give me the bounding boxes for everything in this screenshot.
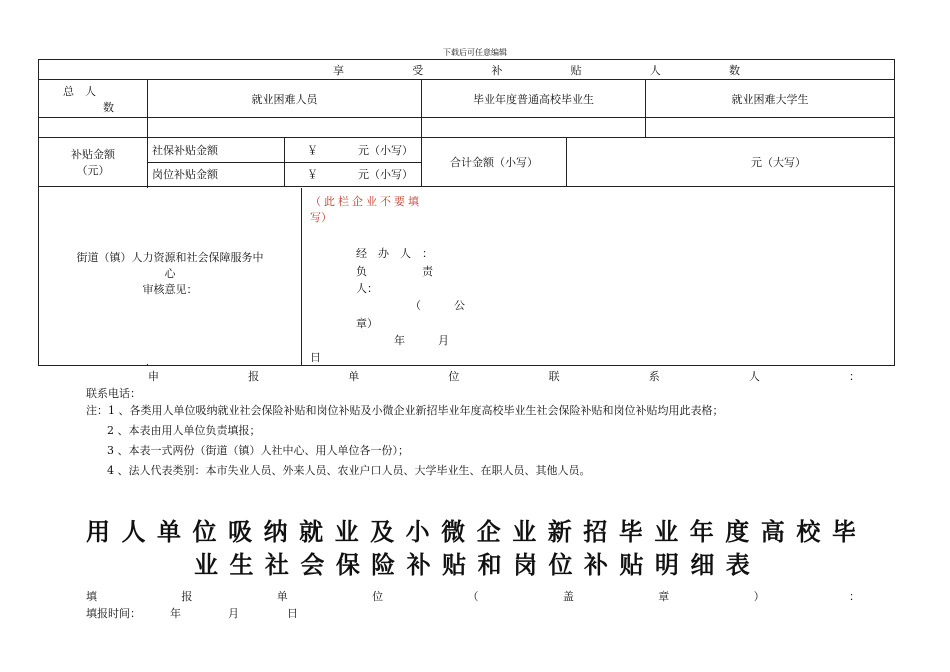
applicant-char-3: 位 — [448, 370, 460, 383]
header-char-2: 补 — [491, 63, 503, 77]
title1-char-19: 高 — [760, 517, 785, 546]
title2-char-9: 岗 — [513, 550, 538, 579]
note-2: 2 、本表由用人单位负责填报； — [107, 424, 261, 437]
post-amount-field[interactable]: ￥ 元（小写） — [285, 162, 422, 186]
applicant-char-4: 联 — [548, 370, 560, 383]
title2-char-8: 和 — [477, 550, 502, 579]
title2-char-13: 明 — [654, 550, 679, 579]
title1-char-11: 企 — [476, 517, 501, 546]
top-note: 下载后可任意编辑 — [443, 48, 507, 57]
title2-char-3: 会 — [300, 550, 325, 579]
subsidy-detail-cell — [148, 138, 422, 187]
header-row — [39, 60, 895, 80]
notes-block — [86, 401, 886, 481]
title2-char-1: 生 — [229, 550, 254, 579]
value-cell-3[interactable] — [646, 118, 895, 138]
fillunit-char-2: 单 — [276, 590, 288, 603]
title1-char-9: 小 — [405, 517, 430, 546]
title1-char-16: 业 — [654, 517, 679, 546]
header-char-4: 人 — [649, 63, 661, 77]
value-cell-2[interactable] — [422, 118, 646, 138]
applicant-char-5: 系 — [648, 370, 660, 383]
title2-char-5: 险 — [371, 550, 396, 579]
social-amount-field[interactable]: ￥ 元（小写） — [285, 138, 422, 162]
title2-char-2: 社 — [264, 550, 289, 579]
subsidy-label-cell: 补贴金额 （元） — [39, 138, 148, 187]
fillunit-char-4: （ — [467, 590, 479, 603]
applicant-char-0: 申 — [148, 370, 159, 383]
title2-char-11: 补 — [583, 550, 608, 579]
value-cell-1[interactable] — [148, 118, 422, 138]
title1-char-8: 及 — [370, 517, 395, 546]
fillunit-char-1: 报 — [181, 590, 193, 603]
col-header-1: 就业困难人员 — [148, 80, 422, 118]
applicant-char-2: 单 — [348, 370, 360, 383]
col-header-2: 毕业年度普通高校毕业生 — [422, 80, 646, 118]
fillunit-char-3: 位 — [372, 590, 384, 603]
fillunit-char-8: ： — [849, 590, 860, 603]
title2-char-14: 细 — [690, 550, 715, 579]
title1-char-15: 毕 — [618, 517, 643, 546]
title1-char-4: 吸 — [228, 517, 253, 546]
title1-char-20: 校 — [796, 517, 821, 546]
title1-char-7: 业 — [334, 517, 359, 546]
post-label: 岗位补贴金额 — [148, 162, 285, 186]
title1-char-2: 单 — [157, 517, 182, 546]
title1-char-14: 招 — [583, 517, 608, 546]
fillunit-char-7: ） — [753, 590, 765, 603]
header-char-0: 享 — [333, 63, 344, 77]
note-1: 注：1 、各类用人单位吸纳就业社会保险补贴和岗位补贴及小微企业新招毕业年度高校毕业生社会保险补贴和岗位补贴均用此表格； — [86, 404, 724, 417]
note-4: 4 、法人代表类别：本市失业人员、外来人员、农业户口人员、大学毕业生、在职人员、其他人员。 — [107, 464, 591, 477]
fillunit-char-0: 填 — [86, 590, 97, 603]
header-char-5: 数 — [728, 63, 740, 77]
fill-unit-line — [86, 588, 860, 604]
social-label: 社保补贴金额 — [148, 138, 285, 162]
col-header-3: 就业困难大学生 — [646, 80, 895, 118]
title1-char-12: 业 — [512, 517, 537, 546]
title2-char-12: 贴 — [619, 550, 644, 579]
title1-char-6: 就 — [299, 517, 324, 546]
applicant-char-6: 人 — [748, 370, 760, 383]
title-line-1 — [86, 512, 856, 547]
title2-char-4: 保 — [335, 550, 360, 579]
review-label-block: 街道（镇）人力资源和社会保障服务中 心 审核意见： — [39, 188, 301, 364]
title2-char-10: 位 — [548, 550, 573, 579]
fillunit-char-5: 盖 — [562, 590, 574, 603]
title1-char-13: 新 — [547, 517, 572, 546]
title2-char-6: 补 — [406, 550, 431, 579]
review-opinion-field[interactable]: （此栏企业不要填 写） 经 办 人 ： 负 责 人： （ 公 章） 年 月 日 — [302, 189, 894, 364]
note-3: 3 、本表一式两份（街道（镇）人社中心、用人单位各一份）； — [107, 444, 409, 457]
title1-char-21: 毕 — [831, 517, 856, 546]
header-char-1: 受 — [412, 63, 424, 77]
header-char-3: 贴 — [570, 63, 582, 77]
title1-char-0: 用 — [86, 517, 110, 546]
title2-char-0: 业 — [194, 550, 218, 579]
fillunit-char-6: 章 — [658, 590, 670, 603]
fill-time-line: 填报时间： 年 月 日 — [86, 607, 298, 620]
total-label-cell: 总 人 数 — [39, 80, 148, 118]
contact-phone-label: 联系电话： — [86, 387, 141, 400]
title1-char-10: 微 — [441, 517, 466, 546]
title1-char-18: 度 — [725, 517, 750, 546]
applicant-char-7: ： — [848, 370, 860, 383]
title1-char-1: 人 — [121, 517, 146, 546]
applicant-line — [148, 368, 860, 384]
title1-char-3: 位 — [192, 517, 217, 546]
applicant-char-1: 报 — [248, 370, 260, 383]
title-line-2 — [194, 545, 750, 580]
total-value-cell[interactable] — [39, 118, 148, 138]
title2-char-7: 贴 — [442, 550, 467, 579]
title2-char-15: 表 — [725, 550, 750, 579]
total-small-label: 合计金额（小写） — [422, 138, 567, 187]
total-big-field[interactable]: 元（大写） — [567, 138, 895, 187]
title1-char-17: 年 — [689, 517, 714, 546]
title1-char-5: 纳 — [263, 517, 288, 546]
